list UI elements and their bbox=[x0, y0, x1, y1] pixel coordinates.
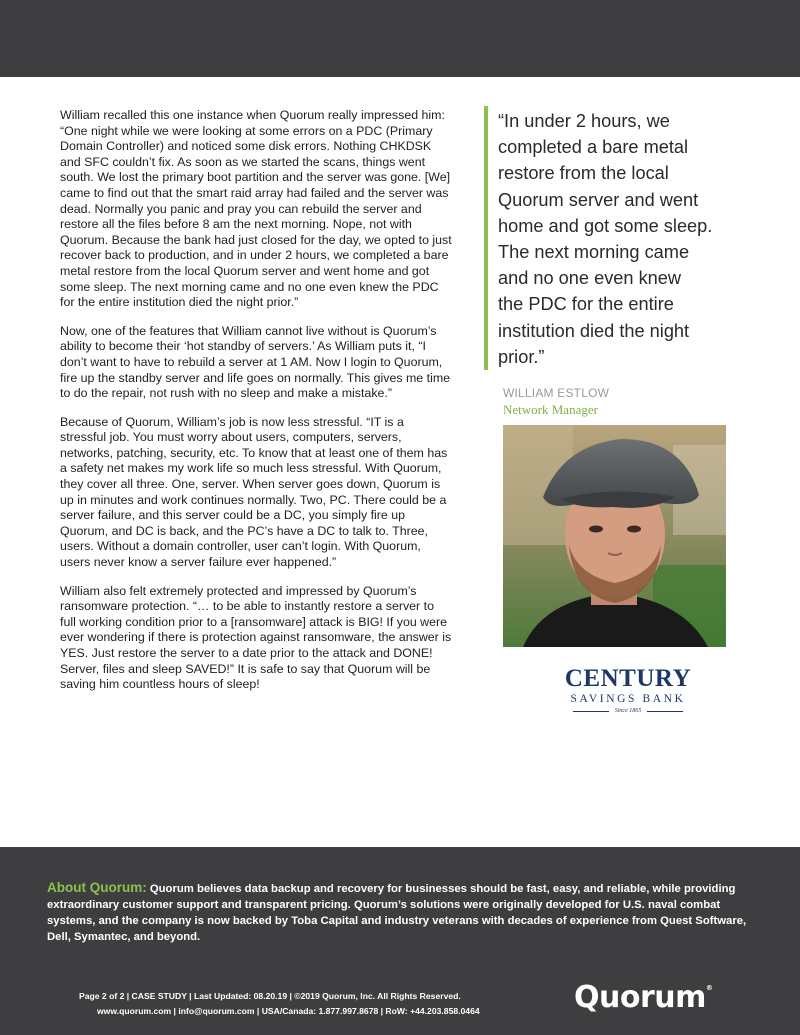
logo-subtitle: SAVINGS BANK bbox=[570, 693, 686, 705]
pull-quote bbox=[498, 108, 738, 370]
quorum-logo bbox=[574, 980, 712, 1015]
logo-since: Since 1865 bbox=[614, 708, 642, 714]
quote-line: the PDC for the entire bbox=[498, 294, 674, 315]
page-meta: Page 2 of 2 | CASE STUDY | Last Updated: 08.20.19 | ©2019 Quorum, Inc. All Rights Reserved. bbox=[79, 991, 461, 1001]
logo-wordmark: CENTURY bbox=[564, 665, 692, 692]
paragraph: William recalled this one instance when Quorum really impressed him: “One night while we were looking at some errors on a PDC (Primary Domain Controller) and noticed some disk errors. Nothing CHKDSK and SFC couldn’t fix. As soon as we started the scans, things went south. We lost the primary boot partition and the server was gone. [We] came to find out that the smart raid array had failed and the server was dead. Normally you panic and pray you can rebuild the server and restore all the files before 8 am the next morning. Nope, not with Quorum. Because the bank had just closed for the day, we opted to just recover back to production, and in under 2 hours, we completed a bare metal restore from the local Quorum server and went home and got some sleep. The next morning came and no one even knew the PDC for the entire institution died the night prior.” bbox=[60, 108, 452, 310]
about-quorum bbox=[47, 880, 747, 945]
quote-line: Quorum server and went bbox=[498, 189, 699, 210]
quote-line: home and got some sleep. bbox=[498, 215, 713, 236]
century-savings-bank-logo bbox=[548, 666, 708, 722]
quote-author-role: Network Manager bbox=[503, 402, 598, 417]
quote-accent-bar bbox=[484, 106, 488, 370]
quote-line: restore from the local bbox=[498, 163, 669, 184]
quote-line: completed a bare metal bbox=[498, 137, 689, 158]
article-body bbox=[60, 108, 452, 706]
paragraph: Because of Quorum, William’s job is now less stressful. “IT is a stressful job. You must worry about users, computers, servers, networks, patching, security, etc. To know that at least one of them has a safety net makes my work life so much less stressful. With Quorum, they cover all three. One, server. When server goes down, Quorum is up in minutes and work continues normally. Two, PC. There could be a server failure, and this server could be a DC, you simply fire up Quorum, and DC is back, and the PC’s have a DC to talk to. Three, users. Without a domain controller, user can’t login. With Quorum, users never know a server failure ever happened.” bbox=[60, 414, 448, 570]
registered-mark: ® bbox=[705, 984, 713, 992]
logo-rule bbox=[573, 711, 609, 712]
paragraph: William also felt extremely protected and impressed by Quorum’s ransomware protection. “… to be able to instantly restore a server to full working condition prior to a [ransomware] attack is BIG! If you were ever wondering if there is protection against ransomware, the answer is YES. Just restore the server to a date prior to the attack and DONE! Server, files and sleep SAVED!” It is safe to say that Quorum will be saving him countless hours of sleep! bbox=[60, 583, 452, 692]
portrait-photo bbox=[503, 425, 726, 647]
header-band bbox=[0, 0, 800, 77]
quote-line: prior.” bbox=[498, 346, 545, 367]
logo-rule bbox=[647, 711, 683, 712]
about-text: Quorum believes data backup and recovery for businesses should be fast, easy, and reliable, while providing extraordinary customer support and transparent pricing. Quorum’s solutions were originally developed for U.S. naval combat systems, and the company is now backed by Toba Capital and industry veterans with decades of experience from Quest Software, Dell, Symantec, and beyond. bbox=[47, 883, 747, 943]
logo-since-row bbox=[548, 708, 708, 714]
quote-line: The next morning came bbox=[498, 242, 690, 263]
quote-line: institution died the night bbox=[498, 320, 690, 341]
footer bbox=[0, 847, 800, 1035]
quote-line: “In under 2 hours, we bbox=[498, 111, 670, 131]
contact-meta: www.quorum.com | info@quorum.com | USA/Canada: 1.877.997.8678 | RoW: +44.203.858.0464 bbox=[97, 1006, 480, 1016]
about-heading: About Quorum: bbox=[47, 880, 147, 895]
quorum-wordmark: Quorum bbox=[574, 980, 706, 1015]
quote-author-name: WILLIAM ESTLOW bbox=[503, 386, 610, 400]
paragraph: Now, one of the features that William cannot live without is Quorum’s ability to become their ‘hot standby of servers.’ As William puts it, “I don’t want to have to rebuild a server at 1 AM. Now I login to Quorum, fire up the standby server and life goes on normally. This gives me time to do the repair, not rush with no sleep and make a mistake.” bbox=[60, 323, 451, 401]
quote-line: and no one even knew bbox=[498, 268, 682, 289]
